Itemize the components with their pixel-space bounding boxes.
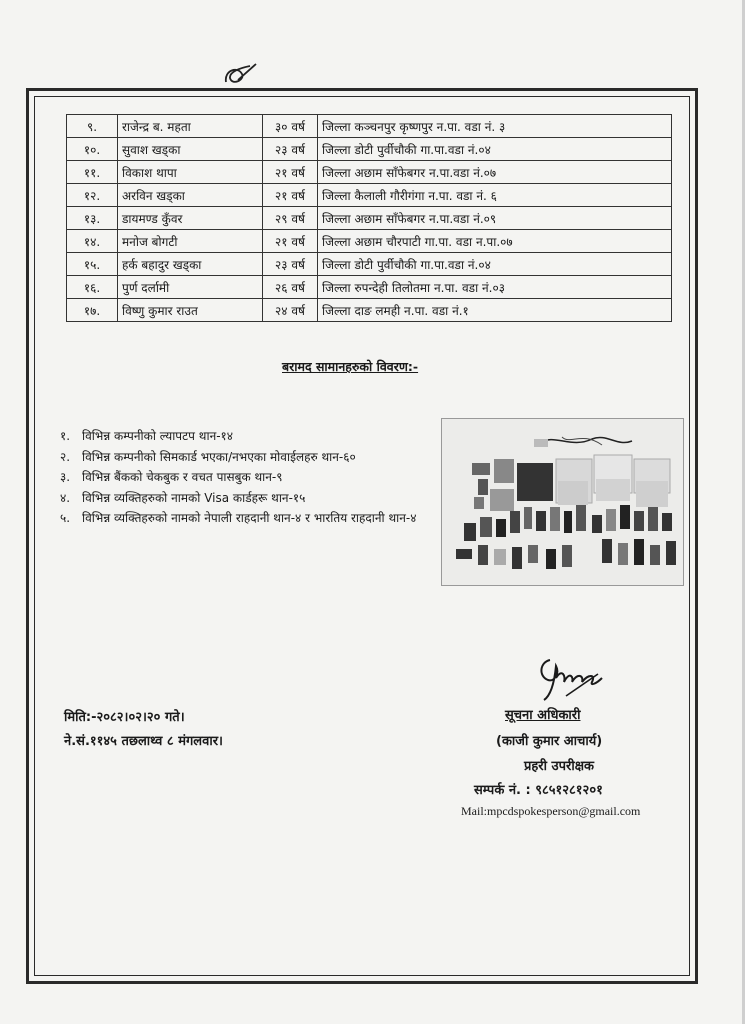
officer-rank: प्रहरी उपरीक्षक xyxy=(524,759,595,774)
list-item-text: विभिन्न कम्पनीको ल्यापटप थान-१४ xyxy=(82,429,234,443)
list-item-text: विभिन्न व्यक्तिहरुको नामको Visa कार्डहरू थान-१५ xyxy=(82,490,306,505)
serial-number: १०. xyxy=(67,138,118,161)
person-name: पुर्ण दर्लामी xyxy=(118,276,263,299)
person-address: जिल्ला अछाम साँफेबगर न.पा.वडा नं.०७ xyxy=(318,161,672,184)
person-age: २१ वर्ष xyxy=(263,161,318,184)
list-item-text: विभिन्न बैंकको चेकबुक र वचत पासबुक थान-९ xyxy=(82,470,283,484)
seized-items-photo xyxy=(441,418,684,586)
table-row xyxy=(67,161,672,184)
list-item-number: ४. xyxy=(60,490,71,505)
person-name: मनोज बोगटी xyxy=(118,230,263,253)
list-item-text: विभिन्न व्यक्तिहरुको नामको नेपाली राहदानी थान-४ र भारतिय राहदानी थान-४ xyxy=(82,511,417,525)
serial-number: ९. xyxy=(67,115,118,138)
serial-number: १३. xyxy=(67,207,118,230)
table-row xyxy=(67,138,672,161)
list-item xyxy=(60,508,416,529)
person-age: ३० वर्ष xyxy=(263,115,318,138)
person-address: जिल्ला दाङ लमही न.पा. वडा नं.१ xyxy=(318,299,672,322)
list-item xyxy=(60,447,416,468)
initial-mark-icon xyxy=(220,60,260,90)
serial-number: ११. xyxy=(67,161,118,184)
table-row xyxy=(67,230,672,253)
person-age: २४ वर्ष xyxy=(263,299,318,322)
person-address: जिल्ला कैलाली गौरीगंगा न.पा. वडा नं. ६ xyxy=(318,184,672,207)
person-address: जिल्ला अछाम चौरपाटी गा.पा. वडा न.पा.०७ xyxy=(318,230,672,253)
table-row xyxy=(67,299,672,322)
person-age: २९ वर्ष xyxy=(263,207,318,230)
person-address: जिल्ला डोटी पुर्वीचौकी गा.पा.वडा नं.०४ xyxy=(318,253,672,276)
person-name: हर्क बहादुर खड्का xyxy=(118,253,263,276)
table-row xyxy=(67,207,672,230)
person-name: विकाश थापा xyxy=(118,161,263,184)
serial-number: १४. xyxy=(67,230,118,253)
person-age: २१ वर्ष xyxy=(263,184,318,207)
serial-number: १५. xyxy=(67,253,118,276)
person-age: २१ वर्ष xyxy=(263,230,318,253)
arrested-persons-table xyxy=(66,114,672,322)
person-name: विष्णु कुमार राउत xyxy=(118,299,263,322)
person-address: जिल्ला डोटी पुर्वीचौकी गा.पा.वडा नं.०४ xyxy=(318,138,672,161)
person-age: २६ वर्ष xyxy=(263,276,318,299)
list-item xyxy=(60,488,416,509)
serial-number: १६. xyxy=(67,276,118,299)
officer-title: सूचना अधिकारी xyxy=(505,708,581,723)
list-item xyxy=(60,426,416,447)
nepal-samvat-date: ने.सं.११४५ तछलाथ्व ८ मंगलवार। xyxy=(64,734,223,749)
person-age: २३ वर्ष xyxy=(263,138,318,161)
person-address: जिल्ला कञ्चनपुर कृष्णपुर न.पा. वडा नं. ३ xyxy=(318,115,672,138)
signature-icon xyxy=(536,656,606,702)
person-name: अरविन खड्का xyxy=(118,184,263,207)
officer-contact: सम्पर्क नं. : ९८५१२८१२०१ xyxy=(474,783,603,798)
person-age: २३ वर्ष xyxy=(263,253,318,276)
list-item-text: विभिन्न कम्पनीको सिमकार्ड भएका/नभएका मोवाईलहरु थान-६० xyxy=(82,449,356,464)
person-name: सुवाश खड्का xyxy=(118,138,263,161)
person-address: जिल्ला रुपन्देही तिलोतमा न.पा. वडा नं.०३ xyxy=(318,276,672,299)
table-row xyxy=(67,184,672,207)
serial-number: १७. xyxy=(67,299,118,322)
list-item-number: ५. xyxy=(60,511,71,525)
person-address: जिल्ला अछाम साँफेबगर न.पा.वडा नं.०९ xyxy=(318,207,672,230)
list-item xyxy=(60,467,416,488)
seized-items-photo-graphic xyxy=(442,419,684,586)
list-item-number: ३. xyxy=(60,470,71,484)
recovered-items-list xyxy=(60,426,416,529)
list-item-number: १. xyxy=(60,429,71,443)
serial-number: १२. xyxy=(67,184,118,207)
person-name: डायमण्ड कुँवर xyxy=(118,207,263,230)
list-item-number: २. xyxy=(60,449,71,464)
officer-email: Mail:mpcdspokesperson@gmail.com xyxy=(461,804,641,818)
recovered-items-heading: बरामद सामानहरुको विवरण:- xyxy=(282,359,419,374)
table-row xyxy=(67,276,672,299)
table-row xyxy=(67,115,672,138)
person-name: राजेन्द्र ब. महता xyxy=(118,115,263,138)
date-line: मिति:-२०८२।०२।२० गते। xyxy=(64,710,185,725)
table-row xyxy=(67,253,672,276)
officer-name: (काजी कुमार आचार्य) xyxy=(496,734,603,749)
